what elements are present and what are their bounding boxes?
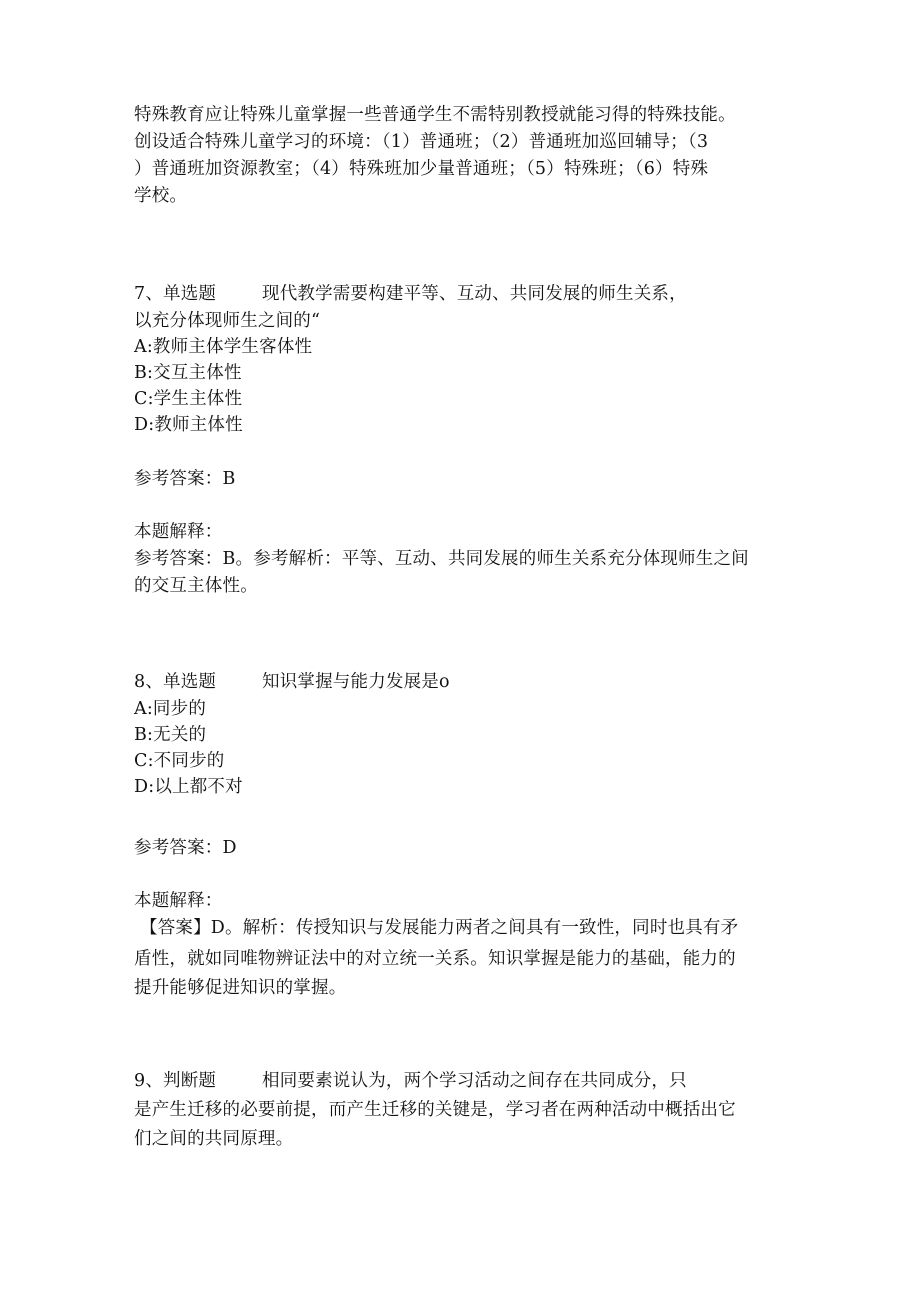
question-7-header xyxy=(134,281,687,307)
question-8-stem-1: 知识掌握与能力发展是o xyxy=(262,672,450,692)
intro-line-1: 特殊教育应让特殊儿童掌握一些普通学生不需特别教授就能习得的特殊技能。 xyxy=(134,105,736,125)
question-7-explain-1: 参考答案：B。参考解析：平等、互动、共同发展的师生关系充分体现师生之间 xyxy=(134,549,749,569)
question-7-type: 7、单选题 xyxy=(134,284,217,304)
question-8-option-a: A:同步的 xyxy=(134,699,207,719)
question-7-option-b: B:交互主体性 xyxy=(134,363,242,383)
question-8-explain-1: 【答案】D。解析：传授知识与发展能力两者之间具有一致性，同时也具有矛 xyxy=(140,918,739,938)
question-7-answer: 参考答案：B xyxy=(134,469,236,489)
question-8-header xyxy=(134,669,450,695)
question-9-type: 9、判断题 xyxy=(134,1071,217,1091)
question-7-explain-2: 的交互主体性。 xyxy=(134,576,258,596)
intro-line-2: 创设适合特殊儿童学习的环境：（1）普通班；（2）普通班加巡回辅导；（3 xyxy=(134,132,709,152)
question-8-option-b: B:无关的 xyxy=(134,725,207,745)
question-9-stem-1: 相同要素说认为，两个学习活动之间存在共同成分，只 xyxy=(262,1071,687,1091)
question-7-stem-2: 以充分体现师生之间的“ xyxy=(134,311,321,331)
question-9-stem-2: 是产生迁移的必要前提，而产生迁移的关键是，学习者在两种活动中概括出它 xyxy=(134,1100,736,1120)
question-7-option-a: A:教师主体学生客体性 xyxy=(134,337,313,357)
question-8-option-c: C:不同步的 xyxy=(134,751,225,771)
question-9-header xyxy=(134,1068,687,1094)
question-8-explain-3: 提升能够促进知识的掌握。 xyxy=(134,978,347,998)
question-8-explain-2: 盾性，就如同唯物辨证法中的对立统一关系。知识掌握是能力的基础，能力的 xyxy=(134,949,736,969)
question-8-answer: 参考答案：D xyxy=(134,838,237,858)
intro-line-4: 学校。 xyxy=(134,186,188,206)
question-9-stem-3: 们之间的共同原理。 xyxy=(134,1129,294,1149)
question-8-explain-title: 本题解释： xyxy=(134,891,223,911)
question-7-stem-1: 现代教学需要构建平等、互动、共同发展的师生关系， xyxy=(262,284,687,304)
intro-line-3: ）普通班加资源教室；（4）特殊班加少量普通班；（5）特殊班；（6）特殊 xyxy=(134,159,709,179)
question-7-option-c: C:学生主体性 xyxy=(134,389,243,409)
question-7-explain-title: 本题解释： xyxy=(134,522,223,542)
question-8-type: 8、单选题 xyxy=(134,672,217,692)
question-8-option-d: D:以上都不对 xyxy=(134,777,243,797)
question-7-option-d: D:教师主体性 xyxy=(134,415,243,435)
